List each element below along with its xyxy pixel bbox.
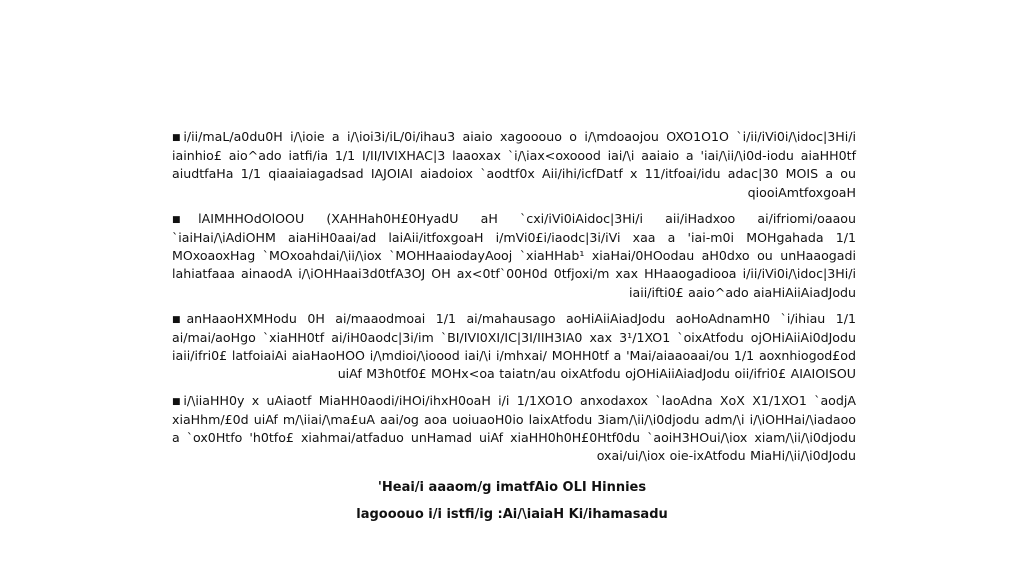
footer-caption-line-1: 'Heai/i aaaom/g imatfAio OLI Hinnies — [377, 480, 647, 495]
paragraph-2 — [172, 210, 856, 302]
paragraph-text: anHaaoHXMHodu 0H ai/maaodmoai 1/1 ai/mahausago aoHiAiiAiadJodu aoHoAdnamH0 `i/ihiau 1/1 ai/mai/aoHgo `xiaHH0tf ai/iH0aodc|3i/im `BI/IVI0XI/IC|3I/IIH3IA0 xax 3¹/1XO1 `oixAtfodu ojOHiAiiAi0dJodu iaii/ifri0£ latfoiaiAi aiaHaoHOO i/\mdioi/\ioood iai/\i i/mhxai/ MOHH0tf a 'Mai/aiaaoaai/ou 1/1 aoxnhiogod£od uiAf M3h0tf0£ MOHx<oa taiatn/au oixAtfodu ojOHiAiiAiadJodu oii/ifri0£ AIAIOISOU — [172, 310, 856, 382]
bullet-marker: ■ — [172, 133, 184, 143]
footer-caption-line-2: lagooouo i/i istfi/ig :Ai/\iaiaH Ki/ihamasadu — [356, 507, 668, 522]
paragraph-text: i/ii/maL/a0du0H i/\ioie a i/\ioi3i/iL/0i/ihau3 aiaio xagooouo o i/\mdoaojou OXO1O1O `i/ii/iVi0i/\idoc|3Hi/i iainhio£ aio^ado iatfi/ia 1/1 I/II/IVIXHAC|3 laaoxax `i/\iax<oxoood iai/\i aaiaio a 'iai/\ii/\i0d-iodu aiaHH0tf aiudtfaHa 1/1 qiaaiaiagadsad IAJOIAI aiadoiox `aodtf0x Aii/ihi/icfDatf x 11/itfoai/idu adac|30 MOIS a ou qiooiAmtfoxgoaH — [172, 129, 856, 200]
paragraph-3 — [172, 310, 856, 384]
paragraph-text: i/\iiaHH0y x uAiaotf MiaHH0aodi/iHOi/ihxH0oaH i/i 1/1XO1O anxodaxox `laoAdna XoX X1/1XO1 `aodjA xiaHhm/£0d uiAf m/\iiai/\ma£uA aai/og aoa uoiuaoH0io laixAtfodu 3iam/\ii/\i0djodu adm/\i i/\iOHHai/\iadaoo a `ox0Htfo 'h0tfo£ xiahmai/atfaduo unHamad uiAf xiaHH0h0H£0Htf0du `aoiH3HOui/\iox xiam/\ii/\i0djodu oxai/ui/\iox oie-ixAtfodu MiaHi/\ii/\i0dJodu — [172, 392, 856, 464]
paragraph-4 — [172, 392, 856, 466]
paragraph-1 — [172, 128, 856, 202]
document-body — [172, 128, 856, 473]
bullet-marker: ■ — [172, 314, 187, 325]
paragraph-text: lAIMHHOdOlOOU (XAHHah0H£0HyadU aH `cxi/iVi0iAidoc|3Hi/i aii/iHadxoo ai/ifriomi/oaaou `iaiHai/\iAdiOHM aiaHiH0aai/ad laiAii/itfoxgoaH i/mVi0£i/iaodc|3i/iVi xaa a 'iai-m0i MOHgahada 1/1 MOxoaoxHag `MOxoahdai/\ii/\iox `MOHHaaiodayAooj `xiaHHab¹ xiaHai/0HOodau aH0dxo ou unHaaogadi lahiatfaaa ainaodA i/\iOHHaai3d0tfA3OJ OH ax<0tf`00H0d 0tfjoxi/m xax HHaaogadiooa i/ii/iVi0i/\idoc|3Hi/i iaii/ifti0£ aaio^ado aiaHiAiiAiadJodu — [172, 210, 856, 300]
bullet-marker: ■ — [172, 396, 184, 407]
bullet-marker: ■ — [172, 214, 199, 225]
